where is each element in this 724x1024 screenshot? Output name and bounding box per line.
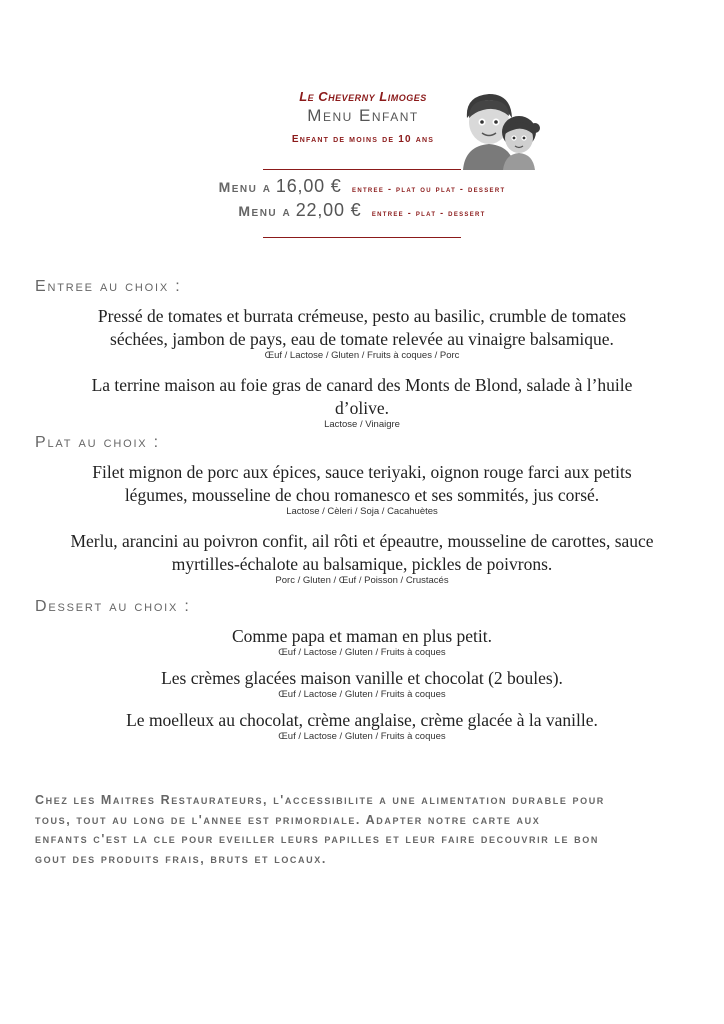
dish-line: séchées, jambon de pays, eau de tomate relevée au vinaigre balsamique. bbox=[110, 329, 614, 349]
allergens-dessert-2: Œuf / Lactose / Gluten / Fruits à coques bbox=[278, 689, 446, 700]
allergens-entree-2: Lactose / Vinaigre bbox=[324, 419, 400, 430]
allergens-entree-1: Œuf / Lactose / Gluten / Fruits à coques / Porc bbox=[264, 350, 460, 361]
footer-line: gout des produits frais, bruts et locaux. bbox=[35, 851, 327, 866]
price-1-description: entree - plat ou plat - dessert bbox=[352, 184, 506, 194]
price-line-1 bbox=[0, 176, 724, 197]
dish-line: Le moelleux au chocolat, crème anglaise, crème glacée à la vanille. bbox=[126, 710, 598, 730]
section-title-dessert: Dessert au choix : bbox=[35, 598, 191, 615]
dish-line: La terrine maison au foie gras de canard des Monts de Blond, salade à l’huile bbox=[91, 375, 633, 395]
dish-entree-1 bbox=[30, 305, 694, 351]
dish-line: Les crèmes glacées maison vanille et chocolat (2 boules). bbox=[161, 668, 563, 688]
children-illustration bbox=[457, 88, 541, 170]
price-1-label: Menu a bbox=[218, 179, 272, 195]
price-2-label: Menu a bbox=[238, 203, 292, 219]
menu-title: Menu Enfant bbox=[307, 106, 419, 125]
dish-line: légumes, mousseline de chou romanesco et ses sommités, jus corsé. bbox=[124, 485, 600, 505]
allergens-dessert-3: Œuf / Lactose / Gluten / Fruits à coques bbox=[278, 731, 446, 742]
dish-entree-2 bbox=[30, 374, 694, 420]
divider-top bbox=[263, 169, 461, 170]
divider-bottom bbox=[263, 237, 461, 238]
dish-line: Merlu, arancini au poivron confit, ail rôti et épeautre, mousseline de carottes, sauce bbox=[70, 531, 654, 551]
footer-line: Chez les Maitres Restaurateurs, l'accessibilite a une alimentation durable pour bbox=[35, 793, 605, 807]
section-title-plat: Plat au choix : bbox=[35, 434, 160, 451]
dish-line: Filet mignon de porc aux épices, sauce teriyaki, oignon rouge farci aux petits bbox=[92, 462, 632, 482]
price-2-amount: 22,00 € bbox=[295, 200, 362, 220]
dish-line: Comme papa et maman en plus petit. bbox=[231, 626, 492, 646]
dish-line: d’olive. bbox=[335, 398, 389, 418]
dish-line: myrtilles-échalote au balsamique, pickles de poivrons. bbox=[171, 554, 553, 574]
footer-line: enfants c'est la cle pour eveiller leurs papilles et leur faire decouvrir le bon bbox=[35, 832, 599, 846]
dish-dessert-2 bbox=[30, 667, 694, 690]
restaurant-name: Le Cheverny Limoges bbox=[299, 89, 427, 104]
price-1-amount: 16,00 € bbox=[275, 176, 342, 196]
age-note: Enfant de moins de 10 ans bbox=[291, 134, 435, 145]
allergens-dessert-1: Œuf / Lactose / Gluten / Fruits à coques bbox=[278, 647, 446, 658]
price-line-2 bbox=[0, 200, 724, 221]
dish-dessert-1 bbox=[30, 625, 694, 648]
price-2-description: entree - plat - dessert bbox=[371, 208, 486, 218]
section-title-entree: Entree au choix : bbox=[35, 278, 182, 295]
dish-line: Pressé de tomates et burrata crémeuse, pesto au basilic, crumble de tomates bbox=[97, 306, 627, 326]
allergens-plat-1: Lactose / Cèleri / Soja / Cacahuètes bbox=[286, 506, 438, 517]
dish-dessert-3 bbox=[30, 709, 694, 732]
dish-plat-1 bbox=[30, 461, 694, 507]
allergens-plat-2: Porc / Gluten / Œuf / Poisson / Crustacés bbox=[275, 575, 449, 586]
dish-plat-2 bbox=[30, 530, 694, 576]
footer-note bbox=[35, 791, 695, 869]
footer-line: tous, tout au long de l'annee est primordiale. Adapter notre carte aux bbox=[35, 812, 541, 827]
